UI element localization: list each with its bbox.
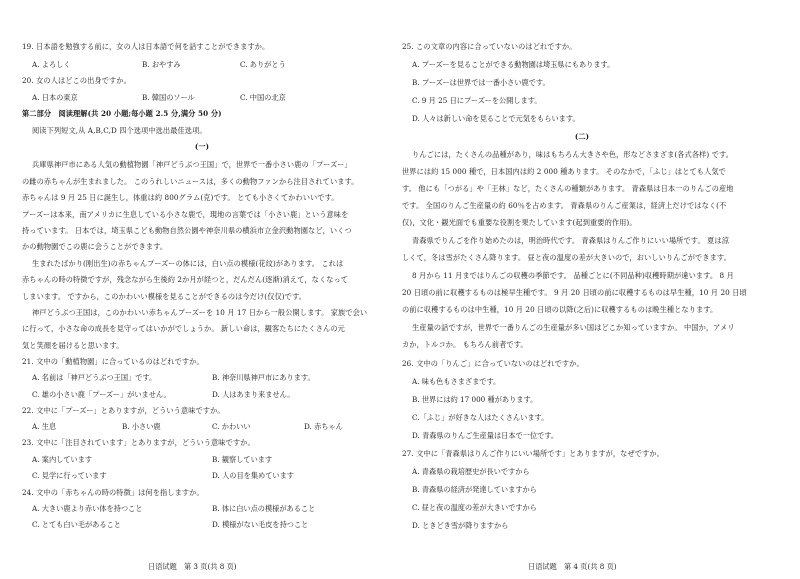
question-24: 24. 文中の「赤ちゃんの時の特徴」は何を指しますか。 bbox=[22, 488, 204, 497]
passage2-line: です。 全国のりんご生産量の約 60％を占めます。 青森県のりんご産業は，経済上だけではなく(不 bbox=[402, 201, 727, 210]
passage2-line: 仅)，文化・観光面でも重要な役割を果たしています(起到重要的作用)。 bbox=[402, 218, 637, 227]
part2-heading: 第二部分 阅读理解(共 20 小题;每小题 2.5 分,满分 50 分) bbox=[22, 109, 222, 118]
q22-option-a: A. 生息 bbox=[32, 422, 57, 431]
passage2-line: カか，トルコか。 もちろん前者です。 bbox=[402, 340, 528, 349]
question-27: 27. 文中に「青森県はりんご作りにいい場所です」とありますが，なぜですか。 bbox=[402, 449, 664, 458]
passage1-line: 生まれたばかり(刚出生)の赤ちゃんプーズーの体には，白い点の模様(花纹)があります。 これは bbox=[32, 259, 344, 268]
question-26: 26. 文中の「りんご」に合っていないのはどれですか。 bbox=[402, 359, 584, 368]
question-25: 25. この文章の内容に合っていないのはどれですか。 bbox=[402, 42, 577, 51]
q21-option-c: C. 雄の小さい鹿「プーズー」がいません。 bbox=[32, 390, 171, 399]
right-page bbox=[402, 0, 772, 579]
section-1-heading: (一) bbox=[194, 142, 210, 151]
passage1-line: に行って，小さな命の成長を見守ってはいかがでしょうか。 新しい命は，観客たちにたくさんの元 bbox=[22, 324, 345, 333]
passage1-line: しまいます。 ですから，このかわいい模様を見ることができるのは今だけ(仅仅)です。 bbox=[22, 292, 306, 301]
q27-option-d: D. ときどき雪が降りますから bbox=[412, 521, 509, 530]
question-19: 19. 日本語を勉強する前に，女の人は日本語で何を話すことができますか。 bbox=[22, 42, 270, 51]
q26-option-d: D. 青森県のりんご生産量は日本で一位です。 bbox=[412, 431, 559, 440]
passage1-line: かの動物園でこの鹿に会うことができます。 bbox=[22, 242, 168, 251]
q23-option-c: C. 見学に行っています bbox=[32, 471, 107, 480]
q23-option-a: A. 案内しています bbox=[32, 455, 93, 464]
q22-option-d: D. 赤ちゃん bbox=[304, 422, 343, 431]
question-22: 22. 文中に「プーズー」とありますが，どういう意味ですか。 bbox=[22, 406, 225, 415]
passage2-line: りんごには，たくさんの品種があり，味はもちろん大きさや色，形などさまざま(各式各样) です。 bbox=[412, 150, 733, 159]
passage2-line: 世界には約 15 000 種で，日本国内は約 2 000 種あります。 そのなかで，「ふじ」はとても人気で bbox=[402, 167, 726, 176]
q25-option-b: B. プーズーは世界では一番小さい鹿です。 bbox=[412, 78, 550, 87]
q20-option-b: B. 韓国のソール bbox=[142, 93, 195, 102]
section-2-heading: (二) bbox=[574, 132, 590, 141]
passage1-line: プーズーは本来，南アメリカに生息している小さな鹿で，現地の言葉では「小さい鹿」という意味を bbox=[22, 210, 349, 219]
passage1-line: 赤ちゃんは 9 月 25 日に誕生し，体重は約 800グラム(克)です。 とても小さくてかわいいです。 bbox=[22, 193, 339, 202]
left-page bbox=[22, 0, 392, 579]
passage1-line: 神戸どうぶつ王国は，このかわいい赤ちゃんプーズーを 10 月 17 日から一般公開します。 家族で会い bbox=[32, 308, 368, 317]
passage1-line: 気と笑顔を届けると思います。 bbox=[22, 341, 124, 350]
q25-option-a: A. プーズーを見ることができる動物園は埼玉県にもあります。 bbox=[412, 60, 615, 69]
page-footer-right: 日语试题 第 4 页(共 8 页) bbox=[528, 562, 617, 571]
q27-option-a: A. 青森県の栽培歴史が長いですから bbox=[412, 467, 530, 476]
q21-option-d: D. 人はあまり来ません。 bbox=[212, 390, 295, 399]
question-21: 21. 文中の「動植物園」に合っているのはどれですか。 bbox=[22, 357, 204, 366]
q25-option-d: D. 人々は新しい命を見ることで元気をもらいます。 bbox=[412, 114, 580, 123]
q24-option-d: D. 模様がない毛皮を持つこと bbox=[212, 520, 309, 529]
q21-option-a: A. 名前は「神戸どうぶつ王国」です。 bbox=[32, 373, 157, 382]
question-20: 20. 女の人はどこの出身ですか。 bbox=[22, 76, 131, 85]
q26-option-b: B. 世界には約 17 000 種があります。 bbox=[412, 395, 538, 404]
q24-option-b: B. 体に白い点の模様があること bbox=[212, 504, 316, 513]
q21-option-b: B. 神奈川県神戸市にあります。 bbox=[212, 373, 315, 382]
passage1-line: 兵庫県神戸市にある人気の動植物園「神戸どうぶつ王国」で，世界で一番小さい鹿の「プーズー」 bbox=[32, 160, 352, 169]
passage1-line: 持っています。 日本では，埼玉県こども動物自然公園や神奈川県の横浜市立金沢動物園など，いくつ bbox=[22, 226, 352, 235]
question-23: 23. 文中に「注目されています」とありますが，どういう意味ですか。 bbox=[22, 438, 255, 447]
passage1-line: 赤ちゃんの時の特徴ですが，残念ながら生後約 2か月が経つと，だんだん(逐渐)消えて，なくなって bbox=[22, 275, 349, 284]
q19-option-c: C. ありがとう bbox=[240, 60, 286, 69]
passage2-line: 青森県でりんごを作り始めたのは，明治時代です。 青森県はりんご作りにいい場所です。 夏は涼 bbox=[412, 236, 729, 245]
q22-option-c: C. かわいい bbox=[212, 422, 251, 431]
q19-option-b: B. おやすみ bbox=[142, 60, 181, 69]
page-footer-left: 日语试题 第 3 页(共 8 页) bbox=[148, 562, 237, 571]
passage2-line: 生産量の話ですが，世界で一番りんごの生産量が多い国はどこか知っていますか。 中国か，アメリ bbox=[412, 323, 735, 332]
q26-option-a: A. 味も色もさまざまです。 bbox=[412, 377, 501, 386]
q20-option-c: C. 中国の北京 bbox=[240, 93, 286, 102]
q27-option-b: B. 青森県の経済が発達していますから bbox=[412, 485, 537, 494]
q27-option-c: C. 昼と夜の温度の差が大きいですから bbox=[412, 503, 537, 512]
passage2-line: す。 他にも「つがる」や「王林」など，たくさんの種類があります。 青森県は日本一のりんごの産地 bbox=[402, 184, 734, 193]
q23-option-b: B. 観察しています bbox=[212, 455, 273, 464]
q25-option-c: C. 9 月 25 日にプーズーを公開します。 bbox=[412, 96, 542, 105]
q22-option-b: B. 小さい鹿 bbox=[122, 422, 161, 431]
part2-instruction: 阅读下列短文,从 A,B,C,D 四个选项中选出最佳选项。 bbox=[32, 126, 207, 135]
q20-option-a: A. 日本の東京 bbox=[32, 93, 78, 102]
q24-option-c: C. とても白い毛があること bbox=[32, 520, 121, 529]
q19-option-a: A. よろしく bbox=[32, 60, 71, 69]
q23-option-d: D. 人の目を集めています bbox=[212, 471, 294, 480]
passage2-line: 8 月から 11 月まではりんごの収穫の季節です。 品種ごとに(不同品种)収穫時期が違います。 8 月 bbox=[412, 271, 734, 280]
passage2-line: 20 日頃の前に収穫するものは極早生種です。 9 月 20 日頃の前に収穫するものは早生種，10 月 20 日頃 bbox=[402, 288, 747, 297]
passage2-line: しくて，冬は雪がたくさん降ります。 昼と夜の温度の差が大きいので，おいしいりんごができます。 bbox=[402, 253, 731, 262]
passage1-line: の雌の赤ちゃんが生まれました。 このうれしいニュースは，多くの動物ファンから注目されています。 bbox=[22, 177, 359, 186]
passage2-line: の前に収穫するものは中生種，10 月 20 日頃の以降(之后)に収穫するものは晩生種となります。 bbox=[402, 305, 718, 314]
q24-option-a: A. 大きい鹿より赤い体を持つこと bbox=[32, 504, 143, 513]
q26-option-c: C.「ふじ」が好きな人はたくさんいます。 bbox=[412, 413, 549, 422]
